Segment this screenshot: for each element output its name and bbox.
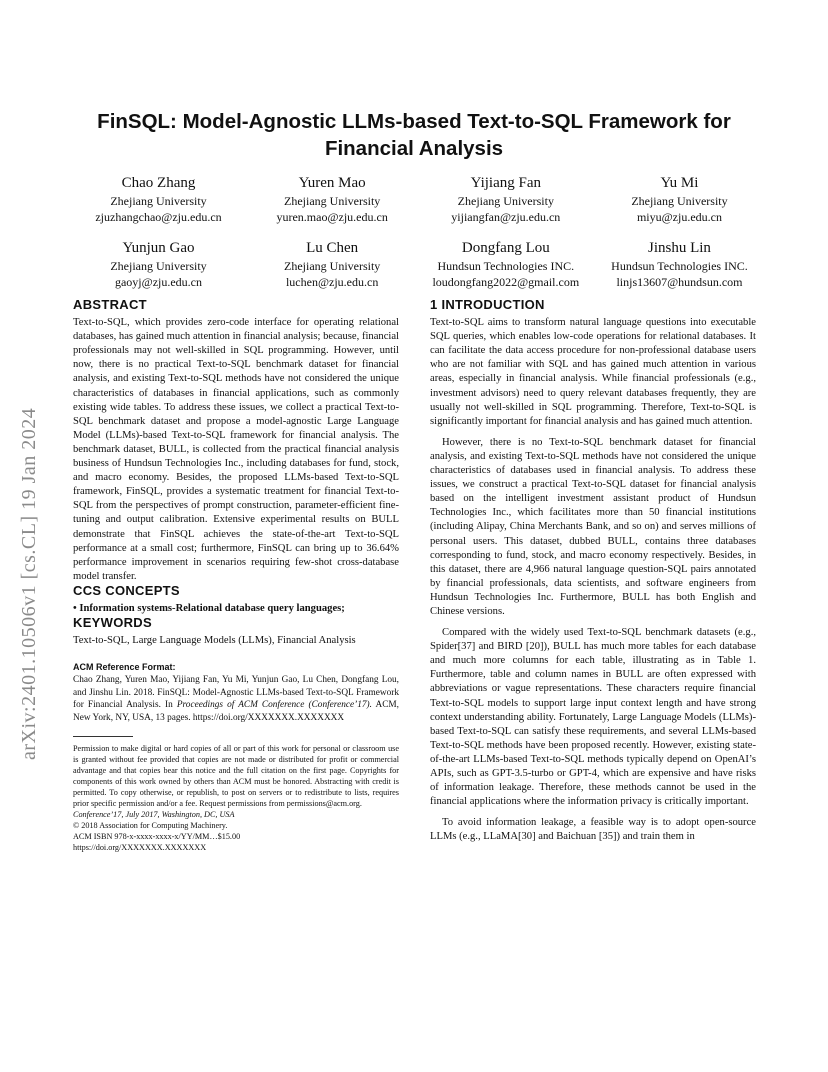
footnote-rule [73, 736, 133, 737]
intro-paragraph: However, there is no Text-to-SQL benchmark dataset for financial analysis, and existing Text-to-SQL methods have not considered the unique characteristics of databases used in financial analysis. To address these issues, we construct a practical Text-to-SQL dataset for financial analysis based on the intelligent investment assistant product of Hundsun Technologies Inc., which facilitates more than 50 financial institutions (including Alipay, China Merchants Bank, and so on) and serves millions of personal users. This dataset, dubbed BULL, contains three databases corresponding to fund, stock, and macro economy respectively. Besides, in this dataset, there are 4,966 natural language question-SQL pairs annotated by financial professionals, data scientists, and software engineers from Hundsun Technologies Inc. Furthermore, BULL has both English and Chinese versions. [430, 436, 756, 617]
ccs-heading: CCS CONCEPTS [73, 582, 180, 598]
author [246, 174, 419, 225]
title-line-2: Financial Analysis [324, 137, 504, 160]
author-email: yijiangfan@zju.edu.cn [451, 210, 561, 224]
author-name: Lu Chen [306, 240, 359, 256]
author-affiliation: Zhejiang University [631, 194, 728, 208]
author-email: linjs13607@hundsun.com [616, 275, 743, 289]
author-name: Yuren Mao [298, 175, 366, 191]
author-affiliation: Hundsun Technologies INC. [437, 259, 575, 273]
author-affiliation: Zhejiang University [284, 259, 381, 273]
author-name: Yunjun Gao [122, 240, 195, 256]
author-email: zjuzhangchao@zju.edu.cn [95, 210, 222, 224]
acm-reference-heading: ACM Reference Format: [73, 662, 176, 673]
author-email: yuren.mao@zju.edu.cn [276, 210, 388, 224]
introduction-heading: 1 INTRODUCTION [430, 297, 545, 312]
author-name: Dongfang Lou [461, 240, 550, 256]
author-affiliation: Zhejiang University [110, 194, 207, 208]
isbn-line: ACM ISBN 978-x-xxxx-xxxx-x/YY/MM…$15.00 [73, 832, 241, 842]
author [593, 174, 766, 225]
ref-text-b: ACM, New York, NY, USA, 13 pages. https://doi.org/XXXXXXX.XXXXXXX [73, 700, 399, 723]
right-column [430, 298, 756, 851]
keywords-text: Text-to-SQL, Large Language Models (LLMs), Financial Analysis [73, 635, 356, 647]
author-name: Yijiang Fan [470, 175, 542, 191]
author-email: miyu@zju.edu.cn [636, 210, 722, 224]
author-affiliation: Zhejiang University [284, 194, 381, 208]
author-row-2 [72, 239, 766, 290]
ccs-text: • Information systems-Relational database query languages; [73, 602, 345, 614]
abstract-heading: ABSTRACT [73, 297, 147, 312]
intro-paragraph: To avoid information leakage, a feasible way is to adopt open-source LLMs (e.g., LLaMA[30] and Baichuan [35]) and train them in [430, 817, 756, 843]
doi-line: https://doi.org/XXXXXXX.XXXXXXX [73, 843, 207, 853]
author-email: luchen@zju.edu.cn [285, 275, 379, 289]
author [419, 239, 592, 290]
arxiv-stamp: arXiv:2401.10506v1 [cs.CL] 19 Jan 2024 [18, 407, 40, 760]
author-affiliation: Zhejiang University [457, 194, 554, 208]
conference-line: Conference’17, July 2017, Washington, DC, USA [73, 810, 235, 820]
copyright-line: © 2018 Association for Computing Machinery. [73, 821, 228, 831]
author-name: Jinshu Lin [648, 240, 711, 256]
keywords-heading: KEYWORDS [73, 615, 152, 631]
author [593, 239, 766, 290]
abstract-text: Text-to-SQL, which provides zero-code interface for operating relational databases, has gained much attention in financial analysis; because, financial professionals may not well-skilled in SQL programming. However, until now, there is no practical Text-to-SQL benchmark dataset for financial analysis, and existing Text-to-SQL methods have not considered the unique characteristics of databases in financial applications, such as commonly existing wide tables. To address these issues, we collect a practical Text-to-SQL benchmark dataset and propose a model-agnostic Large Language Model (LLMs)-based Text-to-SQL framework for financial analysis. The benchmark dataset, BULL, is collected from the practical financial analysis business of Hundsun Technologies Inc., including databases for fund, stock, and macro economy. Besides, the proposed LLMs-based Text-to-SQL framework, FinSQL, provides a systematic treatment for financial Text-to-SQL from the perspectives of prompt construction, parameter-efficient fine-tuning and output calibration. Extensive experimental results on BULL demonstrate that FinSQL achieves the state-of-the-art Text-to-SQL performance at a small cost; furthermore, FinSQL can bring up to 36.64% performance improvement in scenarios requiring few-shot cross-database model transfer. [73, 317, 399, 582]
author-name: Yu Mi [660, 175, 699, 191]
intro-paragraph: Text-to-SQL aims to transform natural language questions into executable SQL queries, which enables low-code operations for relational databases. It can facilitate the data access procedure for non-professional database users who are not familiar with SQL and has gained much attention in various areas, especially in financial analysis. While financial professionals (e.g., investment advisors) need to query relevant databases frequently, they are usually not well-skilled in SQL programming. Therefore, Text-to-SQL is significantly important for financial analysis and has gained much attention. [430, 317, 756, 427]
ref-text-a: Chao Zhang, Yuren Mao, Yijiang Fan, Yu Mi, Yunjun Gao, Lu Chen, Dongfang Lou, and Jinshu Lin. 2018. FinSQL: Model-Agnostic LLMs-based Text-to-SQL Framework for Financial Analysis. In [73, 675, 399, 711]
author-affiliation: Zhejiang University [110, 259, 207, 273]
intro-paragraph: Compared with the widely used Text-to-SQL benchmark datasets (e.g., Spider[37] and BIRD [20]), BULL has much more tables for each database and much more columns for each table, illustrating as in Table 1. Furthermore, table and column names in BULL are often expressed with abbreviations or vague representations. These characters require financial Text-to-SQL models to support large input context length and have strong context understanding ability. Fortunately, Large Language Models (LLMs)-based Text-to-SQL can satisfy these requirements, and several LLMs-based Text-to-SQL methods have been proposed recently. However, existing state-of-the-art LLMs-based Text-to-SQL methods typically depend on OpenAI’s APIs, such as GPT-3.5-turbo or GPT-4, which are expensive and have risks of information leakage. Therefore, these methods cannot be used in the financial applications where the information privacy is critically important. [430, 627, 756, 808]
author-name: Chao Zhang [121, 175, 196, 191]
paper-title [60, 108, 768, 162]
author [419, 174, 592, 225]
author-email: gaoyj@zju.edu.cn [114, 275, 203, 289]
author-affiliation: Hundsun Technologies INC. [611, 259, 748, 273]
author [72, 239, 245, 290]
acm-reference-text [73, 674, 399, 724]
author-row-1 [72, 174, 766, 225]
permission-notice: Permission to make digital or hard copies of all or part of this work for personal or classroom use is granted without fee provided that copies are not made or distributed for profit or commercial advantage and that copies bear this notice and the full citation on the first page. Copyrights for components of this work owned by others than ACM must be honored. Abstracting with credit is permitted. To copy otherwise, or republish, to post on servers or to redistribute to lists, requires prior specific permission and/or a fee. Request permissions from permissions@acm.org. [73, 744, 399, 809]
author [72, 174, 245, 225]
author [246, 239, 419, 290]
author-email: loudongfang2022@gmail.com [432, 275, 580, 289]
author-block [72, 174, 766, 304]
ref-text-italic: Proceedings of ACM Conference (Conference’17). [176, 700, 372, 711]
title-line-1: FinSQL: Model-Agnostic LLMs-based Text-to-SQL Framework for [97, 110, 731, 133]
left-column [73, 298, 399, 853]
